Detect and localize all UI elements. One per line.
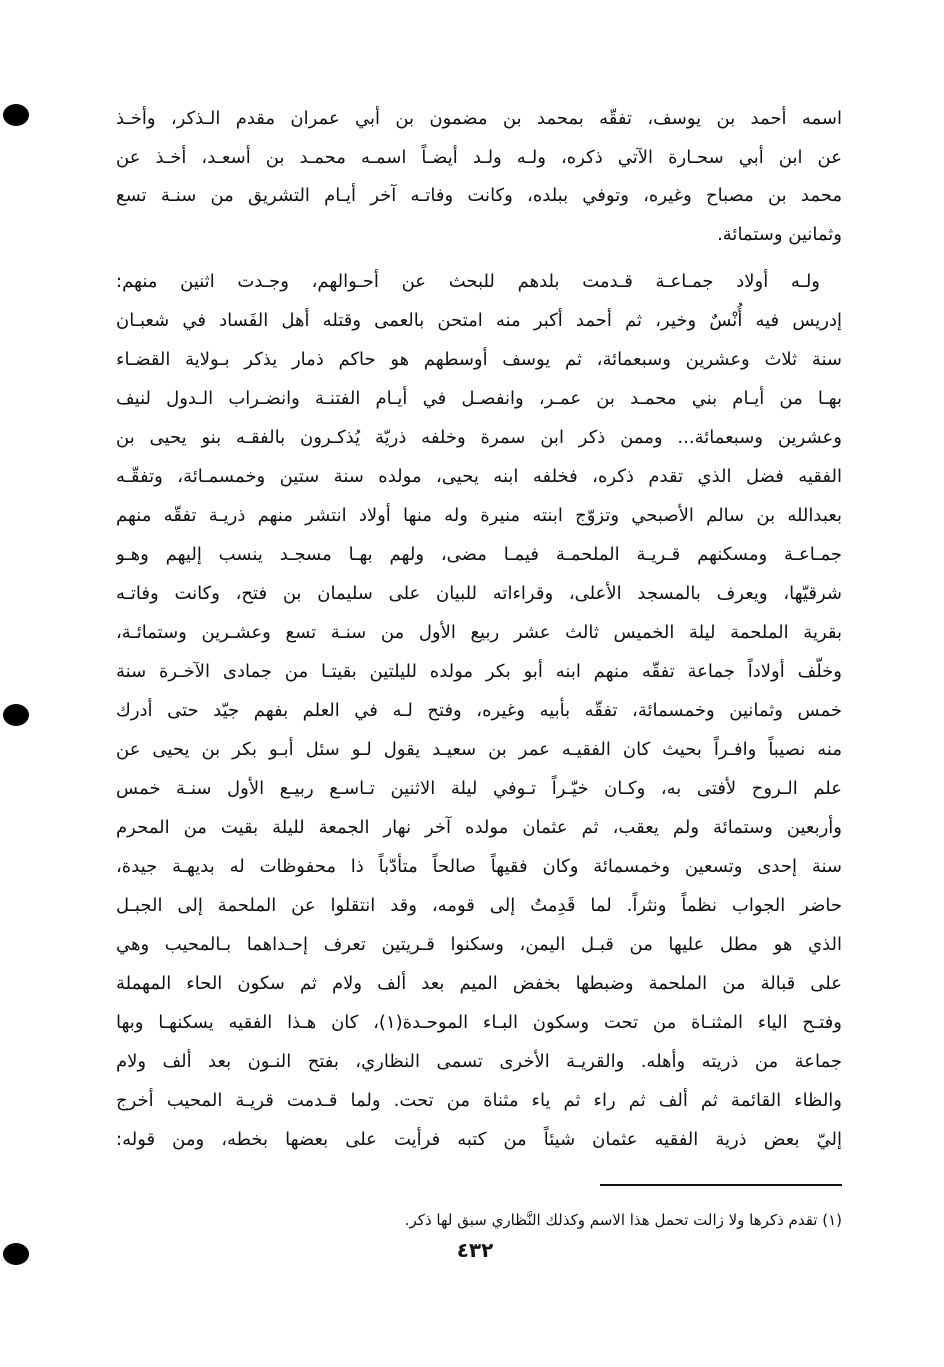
text-line: عن ابن أبي سحـارة الآتي ذكره، ولـه ولـد أيضـاً اسمـه محمـد بن أسعـد، أخـذ عن — [116, 146, 842, 168]
text-line: علم الـروح لأفتى به، وكـان خيّـراً تـوفي ليلة الاثنين تـاسـع ربيـع الأول سنـة خمس — [116, 778, 842, 799]
text-line: الفقيه فضل الذي تقدم ذكره، فخلفه ابنه يحيى، مولده سنة ستين وخمسمـائة، وتفقّـه — [116, 466, 842, 487]
footnote: (١) تقدم ذكرها ولا زالت تحمل هذا الاسم وكذلك النَّظاري سبق لها ذكر. — [404, 1211, 842, 1229]
text-line: حاضر الجواب نظماً ونثراً. لما قَدِمتُ إلى قومه، وقد انتقلوا عن الملحمة إلى الجبـل — [116, 895, 842, 916]
binder-hole-icon — [3, 1243, 29, 1265]
text-line: وثمانين وستمائة. — [717, 224, 842, 246]
text-line: إليّ بعض ذرية الفقيه عثمان شيئاً من كتبه فرأيت على بعضها بخطه، ومن قوله: — [116, 1129, 842, 1150]
text-line: وفتـح الياء المثنـاة من تحت وسكون البـاء الموحـدة(١)، كان هـذا الفقيه يسكنهـا وبها — [116, 1012, 842, 1033]
text-line: وعشرين وسبعمائة... وممن ذكر ابن سمرة وخلفه ذريّة يُذكـرون بالفقـه بنو يحيى بن — [116, 427, 842, 448]
text-line: خمس وثمانين وخمسمائة، تفقّه بأبيه وغيره، وفتح لـه في العلم بفهم جيّد حتى أدرك — [116, 700, 842, 721]
text-line: والظاء القائمة ثم ألف ثم راء ثم ياء مثناة من تحت. ولما قـدمت قريـة المحيب أخرج — [116, 1090, 842, 1111]
text-line: وخلّف أولاداً جماعة تفقّه منهم ابنه أبو بكر مولده لليلتين بقيتـا من جمادى الآخـرة سنة — [116, 661, 842, 682]
text-line: إدريس فيه أُنْسٌ وخير، ثم أحمد أكبر منه امتحن بالعمى وقتله أهل الفَساد في شعبـان — [116, 310, 842, 331]
text-line: محمد بن مصباح وغيره، وتوفي ببلده، وكانت وفاتـه آخر أيـام التشريق من سنـة تسع — [116, 185, 842, 207]
text-line: سنة إحدى وتسعين وخمسمائة وكان فقيهاً صالحاً متأدّباً ذا محفوظات له بديهـة جيدة، — [116, 856, 842, 877]
text-line: على قبالة من الملحمة وضبطها بخفض الميم بعد ألف ولام ثم سكون الحاء المهملة — [116, 973, 842, 994]
text-line: وأربعين وستمائة ولم يعقب، ثم عثمان مولده آخر نهار الجمعة لليلة بقيت من المحرم — [116, 817, 842, 838]
text-line: جمـاعـة ومسكنهم قـريـة الملحمـة فيمـا مضى، ولهم بهـا مسجـد ينسب إليهم وهـو — [116, 544, 842, 565]
text-line: بعبدالله بن سالم الأصبحي وتزوّج ابنته منيرة وله منها أولاد انتشر منهم ذريـة تفقّه منهم — [116, 505, 842, 526]
text-line: شرقيّها، ويعرف بالمسجد الأعلى، وقراءاته للبيان على سليمان بن فتح، وكانت وفاتـه — [116, 583, 842, 604]
text-line: سنة ثلاث وعشرين وسبعمائة، ثم يوسف أوسطهم هو حاكم ذمار يذكر بـولاية القضـاء — [116, 349, 842, 370]
text-line: جماعة من ذريته وأهله. والقريـة الأخرى تسمى النظاري، بفتح النـون بعد ألف ولام — [116, 1051, 842, 1072]
binder-hole-icon — [3, 104, 29, 126]
page-number: ٤٣٢ — [456, 1238, 494, 1262]
paragraph-1 — [116, 100, 842, 255]
text-line: منه نصيباً وافـراً بحيث كان الفقيـه عمر بن سعيـد يقول لـو سئل أبـو بكر بن يحيى عن — [116, 739, 842, 760]
binder-hole-icon — [3, 704, 29, 726]
text-line: ولـه أولاد جمـاعـة قـدمت بلدهم للبحث عن أحـوالهم، وجـدت اثنين منهم: — [116, 271, 820, 292]
footnote-separator — [600, 1184, 842, 1186]
paragraph-2 — [116, 262, 842, 1159]
text-line: بقرية الملحمة ليلة الخميس ثالث عشر ربيع الأول من سنـة تسع وعشـرين وستمائـة، — [116, 622, 842, 643]
text-line: بهـا من أيـام بني محمـد بن عمـر، وانفصـل في أيـام الفتنـة وانضـراب الـدول لنيف — [116, 388, 842, 409]
text-line: الذي هو مطل عليها من قبـل اليمن، وسكنوا قـريتين تعرف إحـداهما بـالمحيب وهي — [116, 934, 842, 955]
text-line: اسمه أحمد بن يوسف، تفقّه بمحمد بن مضمون بن أبي عمران مقدم الـذكر، وأخـذ — [116, 108, 842, 129]
